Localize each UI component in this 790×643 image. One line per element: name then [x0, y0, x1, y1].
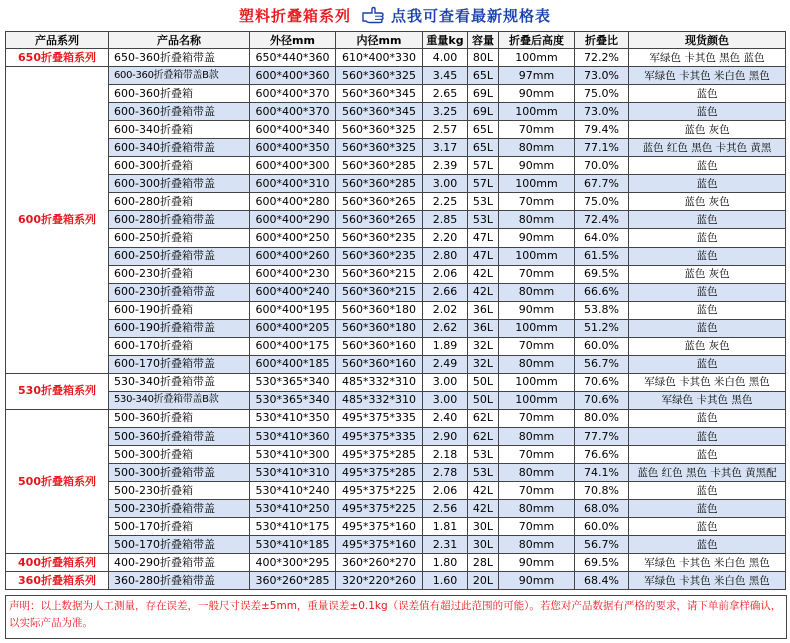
folded-height-cell: 70mm — [499, 337, 575, 355]
inner-size-cell: 560*360*325 — [336, 67, 423, 85]
fold-ratio-cell: 69.5% — [575, 554, 629, 572]
table-row — [6, 301, 786, 319]
fold-ratio-cell: 79.4% — [575, 121, 629, 139]
table-row — [6, 67, 786, 85]
outer-size-cell: 530*410*240 — [250, 482, 336, 500]
colors-cell: 蓝色 — [629, 518, 786, 536]
table-row — [6, 193, 786, 211]
inner-size-cell: 560*360*325 — [336, 139, 423, 157]
header-capacity: 容量 — [468, 32, 499, 49]
header-folded-height: 折叠后高度 — [499, 32, 575, 49]
capacity-cell: 53L — [468, 193, 499, 211]
folded-height-cell: 90mm — [499, 157, 575, 175]
inner-size-cell: 495*375*160 — [336, 536, 423, 554]
folded-height-cell: 80mm — [499, 283, 575, 301]
fold-ratio-cell: 72.2% — [575, 49, 629, 67]
fold-ratio-cell: 51.2% — [575, 319, 629, 337]
colors-cell: 军绿色 卡其色 黑色 蓝色 — [629, 49, 786, 67]
table-row — [6, 103, 786, 121]
product-name-cell: 600-280折叠箱 — [109, 193, 250, 211]
weight-cell: 1.81 — [423, 518, 468, 536]
folded-height-cell: 97mm — [499, 67, 575, 85]
table-row — [6, 211, 786, 229]
fold-ratio-cell: 53.8% — [575, 301, 629, 319]
outer-size-cell: 530*365*340 — [250, 391, 336, 409]
fold-ratio-cell: 75.0% — [575, 193, 629, 211]
weight-cell: 4.00 — [423, 49, 468, 67]
product-name-cell: 600-360折叠箱 — [109, 85, 250, 103]
inner-size-cell: 560*360*265 — [336, 193, 423, 211]
header-series: 产品系列 — [6, 32, 109, 49]
product-name-cell: 500-230折叠箱带盖 — [109, 500, 250, 518]
capacity-cell: 62L — [468, 427, 499, 445]
table-row — [6, 482, 786, 500]
capacity-cell: 30L — [468, 518, 499, 536]
colors-cell: 蓝色 — [629, 482, 786, 500]
inner-size-cell: 495*375*285 — [336, 464, 423, 482]
colors-cell: 军绿色 卡其色 米白色 黑色 — [629, 554, 786, 572]
fold-ratio-cell: 70.6% — [575, 373, 629, 391]
product-name-cell: 500-300折叠箱 — [109, 446, 250, 464]
colors-cell: 蓝色 — [629, 427, 786, 445]
capacity-cell: 50L — [468, 391, 499, 409]
weight-cell: 2.57 — [423, 121, 468, 139]
outer-size-cell: 530*410*350 — [250, 409, 336, 427]
product-name-cell: 600-340折叠箱带盖 — [109, 139, 250, 157]
weight-cell: 2.20 — [423, 229, 468, 247]
table-row — [6, 373, 786, 391]
capacity-cell: 65L — [468, 121, 499, 139]
colors-cell: 蓝色 — [629, 500, 786, 518]
outer-size-cell: 600*400*185 — [250, 355, 336, 373]
table-row — [6, 464, 786, 482]
series-name-cell: 500折叠箱系列 — [6, 409, 109, 553]
folded-height-cell: 70mm — [499, 265, 575, 283]
capacity-cell: 80L — [468, 49, 499, 67]
folded-height-cell: 90mm — [499, 554, 575, 572]
weight-cell: 3.17 — [423, 139, 468, 157]
folded-height-cell: 70mm — [499, 193, 575, 211]
weight-cell: 2.80 — [423, 247, 468, 265]
product-name-cell: 530-340折叠箱带盖B款 — [109, 391, 250, 409]
outer-size-cell: 600*400*310 — [250, 175, 336, 193]
capacity-cell: 36L — [468, 301, 499, 319]
colors-cell: 蓝色 — [629, 211, 786, 229]
product-name-cell: 600-300折叠箱带盖 — [109, 175, 250, 193]
product-name-cell: 500-300折叠箱带盖 — [109, 464, 250, 482]
fold-ratio-cell: 66.6% — [575, 283, 629, 301]
folded-height-cell: 100mm — [499, 49, 575, 67]
outer-size-cell: 600*400*290 — [250, 211, 336, 229]
product-name-cell: 600-190折叠箱带盖 — [109, 319, 250, 337]
product-name-cell: 650-360折叠箱带盖 — [109, 49, 250, 67]
table-row — [6, 355, 786, 373]
table-row — [6, 283, 786, 301]
capacity-cell: 30L — [468, 536, 499, 554]
colors-cell: 蓝色 灰色 — [629, 337, 786, 355]
weight-cell: 2.85 — [423, 211, 468, 229]
spec-table — [5, 31, 786, 590]
product-name-cell: 600-230折叠箱带盖 — [109, 283, 250, 301]
inner-size-cell: 495*375*160 — [336, 518, 423, 536]
capacity-cell: 62L — [468, 409, 499, 427]
table-row — [6, 554, 786, 572]
fold-ratio-cell: 67.7% — [575, 175, 629, 193]
product-name-cell: 500-170折叠箱带盖 — [109, 536, 250, 554]
table-row — [6, 319, 786, 337]
folded-height-cell: 100mm — [499, 247, 575, 265]
folded-height-cell: 70mm — [499, 121, 575, 139]
fold-ratio-cell: 76.6% — [575, 446, 629, 464]
table-row — [6, 536, 786, 554]
colors-cell: 蓝色 — [629, 409, 786, 427]
fold-ratio-cell: 61.5% — [575, 247, 629, 265]
outer-size-cell: 600*400*250 — [250, 229, 336, 247]
outer-size-cell: 530*365*340 — [250, 373, 336, 391]
colors-cell: 蓝色 — [629, 247, 786, 265]
header-product-name: 产品名称 — [109, 32, 250, 49]
inner-size-cell: 610*400*330 — [336, 49, 423, 67]
folded-height-cell: 90mm — [499, 85, 575, 103]
table-row — [6, 229, 786, 247]
outer-size-cell: 600*400*175 — [250, 337, 336, 355]
capacity-cell: 50L — [468, 373, 499, 391]
title-bar — [0, 0, 790, 30]
table-row — [6, 409, 786, 427]
product-name-cell: 360-280折叠箱带盖 — [109, 572, 250, 590]
colors-cell: 蓝色 — [629, 85, 786, 103]
product-name-cell: 500-170折叠箱 — [109, 518, 250, 536]
colors-cell: 蓝色 — [629, 229, 786, 247]
outer-size-cell: 600*400*370 — [250, 85, 336, 103]
weight-cell: 2.25 — [423, 193, 468, 211]
weight-cell: 3.45 — [423, 67, 468, 85]
colors-cell: 军绿色 卡其色 黑色 — [629, 391, 786, 409]
inner-size-cell: 485*332*310 — [336, 373, 423, 391]
outer-size-cell: 530*410*310 — [250, 464, 336, 482]
folded-height-cell: 100mm — [499, 373, 575, 391]
capacity-cell: 65L — [468, 139, 499, 157]
outer-size-cell: 600*400*230 — [250, 265, 336, 283]
folded-height-cell: 70mm — [499, 482, 575, 500]
folded-height-cell: 80mm — [499, 500, 575, 518]
inner-size-cell: 560*360*160 — [336, 355, 423, 373]
colors-cell: 蓝色 红色 黑色 卡其色 黄黑配 — [629, 464, 786, 482]
header-fold-ratio: 折叠比 — [575, 32, 629, 49]
fold-ratio-cell: 60.0% — [575, 337, 629, 355]
colors-cell: 蓝色 灰色 — [629, 193, 786, 211]
folded-height-cell: 90mm — [499, 301, 575, 319]
folded-height-cell: 80mm — [499, 139, 575, 157]
outer-size-cell: 600*400*280 — [250, 193, 336, 211]
outer-size-cell: 530*410*250 — [250, 500, 336, 518]
fold-ratio-cell: 74.1% — [575, 464, 629, 482]
outer-size-cell: 650*440*360 — [250, 49, 336, 67]
folded-height-cell: 70mm — [499, 409, 575, 427]
product-name-cell: 600-360折叠箱带盖B款 — [109, 67, 250, 85]
outer-size-cell: 600*400*360 — [250, 67, 336, 85]
folded-height-cell: 100mm — [499, 103, 575, 121]
product-name-cell: 600-340折叠箱 — [109, 121, 250, 139]
colors-cell: 蓝色 灰色 — [629, 265, 786, 283]
fold-ratio-cell: 73.0% — [575, 103, 629, 121]
capacity-cell: 42L — [468, 265, 499, 283]
folded-height-cell: 80mm — [499, 464, 575, 482]
inner-size-cell: 495*375*335 — [336, 427, 423, 445]
product-name-cell: 600-300折叠箱 — [109, 157, 250, 175]
weight-cell: 3.25 — [423, 103, 468, 121]
table-row — [6, 265, 786, 283]
inner-size-cell: 360*260*270 — [336, 554, 423, 572]
fold-ratio-cell: 69.5% — [575, 265, 629, 283]
weight-cell: 1.60 — [423, 572, 468, 590]
fold-ratio-cell: 70.8% — [575, 482, 629, 500]
inner-size-cell: 560*360*235 — [336, 229, 423, 247]
header-inner-size: 内径mm — [336, 32, 423, 49]
inner-size-cell: 560*360*215 — [336, 283, 423, 301]
table-row — [6, 391, 786, 409]
fold-ratio-cell: 70.6% — [575, 391, 629, 409]
inner-size-cell: 495*375*225 — [336, 482, 423, 500]
outer-size-cell: 600*400*300 — [250, 157, 336, 175]
fold-ratio-cell: 64.0% — [575, 229, 629, 247]
product-name-cell: 600-230折叠箱 — [109, 265, 250, 283]
fold-ratio-cell: 56.7% — [575, 536, 629, 554]
colors-cell: 军绿色 卡其色 米白色 黑色 — [629, 572, 786, 590]
inner-size-cell: 495*375*285 — [336, 446, 423, 464]
table-row — [6, 121, 786, 139]
product-name-cell: 600-250折叠箱 — [109, 229, 250, 247]
capacity-cell: 65L — [468, 67, 499, 85]
capacity-cell: 53L — [468, 211, 499, 229]
colors-cell: 军绿色 卡其色 米白色 黑色 — [629, 67, 786, 85]
fold-ratio-cell: 77.1% — [575, 139, 629, 157]
outer-size-cell: 600*400*205 — [250, 319, 336, 337]
outer-size-cell: 600*400*240 — [250, 283, 336, 301]
folded-height-cell: 80mm — [499, 211, 575, 229]
product-name-cell: 530-340折叠箱带盖 — [109, 373, 250, 391]
capacity-cell: 53L — [468, 464, 499, 482]
inner-size-cell: 560*360*285 — [336, 157, 423, 175]
folded-height-cell: 100mm — [499, 175, 575, 193]
capacity-cell: 47L — [468, 229, 499, 247]
fold-ratio-cell: 70.0% — [575, 157, 629, 175]
inner-size-cell: 560*360*215 — [336, 265, 423, 283]
capacity-cell: 32L — [468, 355, 499, 373]
table-row — [6, 446, 786, 464]
table-header-row — [6, 32, 786, 49]
series-name-cell: 400折叠箱系列 — [6, 554, 109, 572]
colors-cell: 军绿色 卡其色 米白色 黑色 — [629, 373, 786, 391]
colors-cell: 蓝色 — [629, 301, 786, 319]
folded-height-cell: 90mm — [499, 572, 575, 590]
product-name-cell: 500-230折叠箱 — [109, 482, 250, 500]
weight-cell: 2.02 — [423, 301, 468, 319]
inner-size-cell: 560*360*345 — [336, 103, 423, 121]
fold-ratio-cell: 56.7% — [575, 355, 629, 373]
capacity-cell: 36L — [468, 319, 499, 337]
table-row — [6, 157, 786, 175]
capacity-cell: 69L — [468, 85, 499, 103]
outer-size-cell: 600*400*195 — [250, 301, 336, 319]
weight-cell: 3.00 — [423, 175, 468, 193]
capacity-cell: 57L — [468, 157, 499, 175]
inner-size-cell: 560*360*285 — [336, 175, 423, 193]
disclaimer-notice: 声明：以上数据为人工测量，存在误差，一般尺寸误差±5mm，重量误差±0.1kg（误差值有超过此范围的可能）。若您对产品数据有严格的要求，请下单前拿样确认，以实际产品为准。 — [5, 595, 787, 639]
fold-ratio-cell: 68.4% — [575, 572, 629, 590]
capacity-cell: 42L — [468, 482, 499, 500]
inner-size-cell: 560*360*160 — [336, 337, 423, 355]
header-outer-size: 外径mm — [250, 32, 336, 49]
folded-height-cell: 100mm — [499, 319, 575, 337]
weight-cell: 2.62 — [423, 319, 468, 337]
inner-size-cell: 560*360*235 — [336, 247, 423, 265]
product-name-cell: 500-360折叠箱 — [109, 409, 250, 427]
outer-size-cell: 600*400*350 — [250, 139, 336, 157]
fold-ratio-cell: 77.7% — [575, 427, 629, 445]
weight-cell: 2.56 — [423, 500, 468, 518]
header-weight: 重量kg — [423, 32, 468, 49]
weight-cell: 2.31 — [423, 536, 468, 554]
capacity-cell: 28L — [468, 554, 499, 572]
inner-size-cell: 560*360*180 — [336, 319, 423, 337]
inner-size-cell: 495*375*225 — [336, 500, 423, 518]
folded-height-cell: 80mm — [499, 355, 575, 373]
capacity-cell: 32L — [468, 337, 499, 355]
weight-cell: 3.00 — [423, 391, 468, 409]
weight-cell: 2.39 — [423, 157, 468, 175]
folded-height-cell: 100mm — [499, 391, 575, 409]
product-name-cell: 600-190折叠箱 — [109, 301, 250, 319]
fold-ratio-cell: 60.0% — [575, 518, 629, 536]
folded-height-cell: 80mm — [499, 536, 575, 554]
table-row — [6, 49, 786, 67]
colors-cell: 蓝色 — [629, 355, 786, 373]
weight-cell: 1.89 — [423, 337, 468, 355]
inner-size-cell: 560*360*180 — [336, 301, 423, 319]
product-name-cell: 600-170折叠箱 — [109, 337, 250, 355]
capacity-cell: 42L — [468, 283, 499, 301]
table-row — [6, 572, 786, 590]
colors-cell: 蓝色 — [629, 283, 786, 301]
outer-size-cell: 530*410*360 — [250, 427, 336, 445]
inner-size-cell: 560*360*265 — [336, 211, 423, 229]
fold-ratio-cell: 68.0% — [575, 500, 629, 518]
weight-cell: 2.18 — [423, 446, 468, 464]
capacity-cell: 57L — [468, 175, 499, 193]
weight-cell: 3.00 — [423, 373, 468, 391]
table-row — [6, 139, 786, 157]
weight-cell: 2.78 — [423, 464, 468, 482]
product-name-cell: 600-250折叠箱带盖 — [109, 247, 250, 265]
colors-cell: 蓝色 — [629, 175, 786, 193]
product-name-cell: 500-360折叠箱带盖 — [109, 427, 250, 445]
weight-cell: 1.80 — [423, 554, 468, 572]
capacity-cell: 20L — [468, 572, 499, 590]
product-name-cell: 600-280折叠箱带盖 — [109, 211, 250, 229]
inner-size-cell: 320*220*260 — [336, 572, 423, 590]
capacity-cell: 53L — [468, 446, 499, 464]
colors-cell: 蓝色 — [629, 103, 786, 121]
series-name-cell: 530折叠箱系列 — [6, 373, 109, 409]
capacity-cell: 42L — [468, 500, 499, 518]
colors-cell: 蓝色 灰色 — [629, 121, 786, 139]
weight-cell: 2.06 — [423, 482, 468, 500]
table-row — [6, 500, 786, 518]
product-name-cell: 400-290折叠箱带盖 — [109, 554, 250, 572]
weight-cell: 2.40 — [423, 409, 468, 427]
capacity-cell: 47L — [468, 247, 499, 265]
weight-cell: 2.65 — [423, 85, 468, 103]
table-row — [6, 518, 786, 536]
series-name-cell: 650折叠箱系列 — [6, 49, 109, 67]
table-row — [6, 85, 786, 103]
capacity-cell: 69L — [468, 103, 499, 121]
table-body — [6, 49, 786, 590]
folded-height-cell: 70mm — [499, 518, 575, 536]
inner-size-cell: 560*360*325 — [336, 121, 423, 139]
table-row — [6, 337, 786, 355]
outer-size-cell: 600*400*260 — [250, 247, 336, 265]
weight-cell: 2.66 — [423, 283, 468, 301]
outer-size-cell: 600*400*340 — [250, 121, 336, 139]
outer-size-cell: 530*410*185 — [250, 536, 336, 554]
inner-size-cell: 560*360*345 — [336, 85, 423, 103]
colors-cell: 蓝色 — [629, 446, 786, 464]
inner-size-cell: 485*332*310 — [336, 391, 423, 409]
folded-height-cell: 90mm — [499, 229, 575, 247]
table-row — [6, 175, 786, 193]
weight-cell: 2.49 — [423, 355, 468, 373]
weight-cell: 2.06 — [423, 265, 468, 283]
product-name-cell: 600-170折叠箱带盖 — [109, 355, 250, 373]
folded-height-cell: 70mm — [499, 446, 575, 464]
page-title: 塑料折叠箱系列 — [238, 6, 351, 25]
colors-cell: 蓝色 — [629, 319, 786, 337]
fold-ratio-cell: 75.0% — [575, 85, 629, 103]
fold-ratio-cell: 80.0% — [575, 409, 629, 427]
table-row — [6, 247, 786, 265]
outer-size-cell: 530*410*175 — [250, 518, 336, 536]
product-name-cell: 600-360折叠箱带盖 — [109, 103, 250, 121]
fold-ratio-cell: 73.0% — [575, 67, 629, 85]
weight-cell: 2.90 — [423, 427, 468, 445]
outer-size-cell: 530*410*300 — [250, 446, 336, 464]
fold-ratio-cell: 72.4% — [575, 211, 629, 229]
outer-size-cell: 600*400*370 — [250, 103, 336, 121]
pointing-hand-icon — [361, 6, 385, 24]
inner-size-cell: 495*375*335 — [336, 409, 423, 427]
colors-cell: 蓝色 红色 黑色 卡其色 黄黑 — [629, 139, 786, 157]
outer-size-cell: 400*300*295 — [250, 554, 336, 572]
table-row — [6, 427, 786, 445]
series-name-cell: 600折叠箱系列 — [6, 67, 109, 374]
header-colors: 现货颜色 — [629, 32, 786, 49]
outer-size-cell: 360*260*285 — [250, 572, 336, 590]
colors-cell: 蓝色 — [629, 157, 786, 175]
colors-cell: 蓝色 — [629, 536, 786, 554]
spec-sheet-link[interactable]: 点我可查看最新规格表 — [391, 6, 552, 25]
folded-height-cell: 80mm — [499, 427, 575, 445]
series-name-cell: 360折叠箱系列 — [6, 572, 109, 590]
